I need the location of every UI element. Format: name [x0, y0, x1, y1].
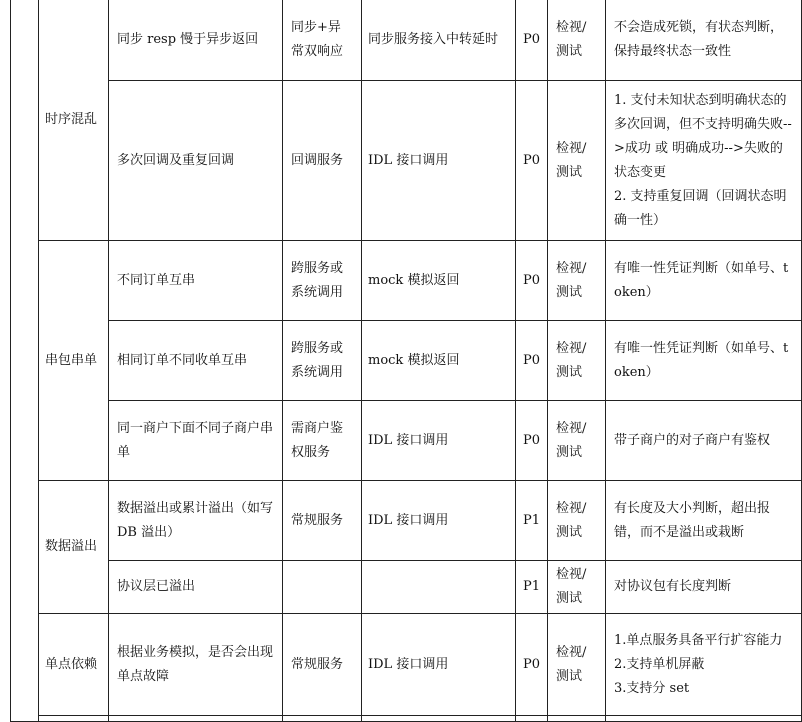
- table-row: [11, 401, 802, 481]
- service-cell: 常规服务: [283, 614, 362, 716]
- solution-line: 不会造成死锁，有状态判断，: [614, 20, 784, 35]
- outer-column-cell: [11, 0, 39, 722]
- table-row: [11, 0, 802, 81]
- scenario-cell: 同步 resp 慢于异步返回: [109, 0, 283, 81]
- table-row: [11, 321, 802, 401]
- category-cell: 时序混乱: [39, 0, 109, 241]
- check-cell: 检视/测试: [548, 401, 606, 481]
- priority-cell: P0: [516, 321, 548, 401]
- scenario-cell: 根据业务模拟，是否会出现单点故障: [109, 614, 283, 716]
- empty-cell: [362, 716, 516, 722]
- category-cell: 数据溢出: [39, 481, 109, 614]
- priority-cell: P0: [516, 241, 548, 321]
- empty-cell: [109, 716, 283, 722]
- solution-line: 3.支持分 set: [614, 680, 690, 696]
- solution-cell: [606, 321, 802, 401]
- priority-cell: P1: [516, 561, 548, 614]
- method-cell: IDL 接口调用: [362, 401, 516, 481]
- check-cell: 检视/测试: [548, 481, 606, 561]
- method-cell: mock 模拟返回: [362, 241, 516, 321]
- priority-cell: P0: [516, 81, 548, 241]
- category-cell: 串包串单: [39, 241, 109, 481]
- method-cell: IDL 接口调用: [362, 81, 516, 241]
- priority-cell: P1: [516, 481, 548, 561]
- solution-line: 2.支持单机屏蔽: [614, 656, 705, 672]
- solution-line: 1.单点服务具备平行扩容能力: [614, 632, 783, 648]
- service-cell: 跨服务或系统调用: [283, 241, 362, 321]
- table-row: [11, 81, 802, 241]
- method-cell: mock 模拟返回: [362, 321, 516, 401]
- service-cell: 常规服务: [283, 481, 362, 561]
- solution-cell: [606, 241, 802, 321]
- solution-line: 2. 支持重复回调（回调状态明确一性）: [614, 188, 787, 228]
- table-row-partial: [11, 716, 802, 722]
- solution-line: 保持最终状态一致性: [614, 44, 732, 59]
- priority-cell: P0: [516, 401, 548, 481]
- empty-cell: [548, 716, 606, 722]
- method-cell: 同步服务接入中转延时: [362, 0, 516, 81]
- solution-line: 对协议包有长度判断: [614, 579, 732, 594]
- check-cell: 检视/测试: [548, 81, 606, 241]
- solution-line: 有唯一性凭证判断（如单号、token）: [614, 340, 789, 380]
- service-cell: 同步+异常双响应: [283, 0, 362, 81]
- scenario-cell: 相同订单不同收单互串: [109, 321, 283, 401]
- check-cell: 检视/测试: [548, 241, 606, 321]
- table-row: [11, 614, 802, 716]
- priority-cell: P0: [516, 614, 548, 716]
- empty-cell: [39, 716, 109, 722]
- table-row: [11, 561, 802, 614]
- category-cell: 单点依赖: [39, 614, 109, 716]
- method-cell: IDL 接口调用: [362, 614, 516, 716]
- scenario-cell: 同一商户下面不同子商户串单: [109, 401, 283, 481]
- solution-cell: [606, 401, 802, 481]
- empty-cell: [516, 716, 548, 722]
- solution-cell: [606, 0, 802, 81]
- solution-line: 带子商户的对子商户有鉴权: [614, 432, 771, 448]
- solution-line: 有长度及大小判断，超出报错，而不是溢出或栽断: [614, 500, 771, 540]
- solution-cell: [606, 81, 802, 241]
- table-row: [11, 241, 802, 321]
- check-cell: 检视/测试: [548, 321, 606, 401]
- solution-line: 有唯一性凭证判断（如单号、token）: [614, 260, 789, 300]
- test-case-table: [10, 0, 802, 722]
- scenario-cell: 协议层已溢出: [109, 561, 283, 614]
- service-cell: [283, 561, 362, 614]
- scenario-cell: 多次回调及重复回调: [109, 81, 283, 241]
- solution-cell: [606, 561, 802, 614]
- solution-cell: [606, 614, 802, 716]
- check-cell: 检视/测试: [548, 561, 606, 614]
- empty-cell: [606, 716, 802, 722]
- solution-cell: [606, 481, 802, 561]
- priority-cell: P0: [516, 0, 548, 81]
- solution-line: 1. 支付未知状态到明确状态的多次回调，但不支持明确失败-->成功 或 明确成功-->失败的状态变更: [614, 92, 792, 180]
- service-cell: 回调服务: [283, 81, 362, 241]
- empty-cell: [283, 716, 362, 722]
- check-cell: 检视/测试: [548, 614, 606, 716]
- check-cell: 检视/测试: [548, 0, 606, 81]
- scenario-cell: 不同订单互串: [109, 241, 283, 321]
- method-cell: [362, 561, 516, 614]
- service-cell: 跨服务或系统调用: [283, 321, 362, 401]
- method-cell: IDL 接口调用: [362, 481, 516, 561]
- service-cell: 需商户鉴权服务: [283, 401, 362, 481]
- table-row: [11, 481, 802, 561]
- scenario-cell: 数据溢出或累计溢出（如写 DB 溢出）: [109, 481, 283, 561]
